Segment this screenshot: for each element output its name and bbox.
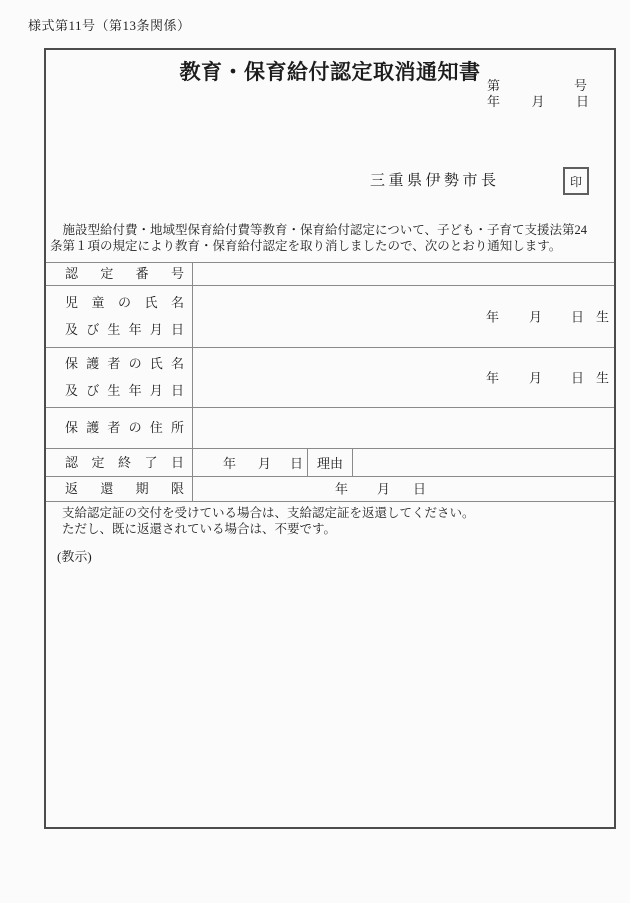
field-label: 児童の氏名 bbox=[65, 294, 184, 310]
return-deadline-label-cell bbox=[46, 477, 193, 501]
day-label: 日 bbox=[413, 481, 427, 497]
return-deadline-date-placeholder bbox=[335, 483, 426, 496]
field-label: 認定終了日 bbox=[65, 454, 184, 470]
row-child-name-birthdate bbox=[46, 286, 614, 348]
month-label: 月 bbox=[531, 94, 545, 109]
month-label: 月 bbox=[377, 481, 391, 497]
month-label: 月 bbox=[528, 309, 542, 324]
year-label: 年 bbox=[485, 370, 499, 385]
document-number-placeholder bbox=[487, 78, 587, 93]
field-label: 保護者の住所 bbox=[65, 420, 184, 435]
certification-end-date-label-cell bbox=[46, 449, 193, 476]
field-label: 保護者の氏名 bbox=[65, 356, 184, 372]
instruction-line: 支給認定証の交付を受けている場合は、支給認定証を返還してください。 bbox=[62, 506, 475, 520]
year-label: 年 bbox=[485, 309, 499, 324]
year-label: 年 bbox=[335, 481, 349, 497]
reason-label-cell bbox=[308, 449, 353, 476]
month-label: 月 bbox=[258, 456, 272, 471]
row-certification-number bbox=[46, 263, 614, 286]
certification-number-value bbox=[193, 263, 614, 285]
number-prefix: 第 bbox=[487, 78, 501, 93]
birth-suffix-label: 生 bbox=[595, 309, 609, 324]
guardian-birthdate-placeholder bbox=[486, 371, 609, 384]
form-border-box bbox=[44, 48, 616, 829]
child-name-label-cell bbox=[46, 286, 193, 347]
field-label: 理由 bbox=[316, 456, 343, 471]
form-number-label: 様式第11号（第13条関係） bbox=[28, 18, 191, 33]
instruction-line: ただし、既に返還されている場合は、不要です。 bbox=[62, 522, 337, 536]
row-guardian-name-birthdate bbox=[46, 348, 614, 408]
return-deadline-value bbox=[193, 477, 614, 501]
day-label: 日 bbox=[570, 309, 584, 324]
day-label: 日 bbox=[575, 94, 589, 109]
guardian-address-value bbox=[193, 408, 614, 448]
guardian-name-birthdate-value bbox=[193, 348, 614, 407]
form-table bbox=[46, 262, 614, 502]
kyoji-label: (教示) bbox=[57, 549, 92, 564]
row-guardian-address bbox=[46, 408, 614, 449]
month-label: 月 bbox=[528, 370, 542, 385]
year-label: 年 bbox=[223, 456, 237, 471]
field-label: 返還期限 bbox=[65, 481, 184, 496]
child-name-birthdate-value bbox=[193, 286, 614, 347]
child-birthdate-placeholder bbox=[486, 310, 609, 323]
year-label: 年 bbox=[487, 94, 501, 109]
certification-number-label-cell bbox=[46, 263, 193, 285]
field-label: 認定番号 bbox=[65, 266, 184, 281]
day-label: 日 bbox=[570, 370, 584, 385]
field-label: 及び生年月日 bbox=[65, 322, 184, 338]
issuer-name: 三重県伊勢市長 bbox=[370, 173, 500, 189]
row-certification-end-date bbox=[46, 449, 614, 477]
birth-suffix-label: 生 bbox=[595, 370, 609, 385]
guardian-address-label-cell bbox=[46, 408, 193, 448]
issue-date-placeholder bbox=[487, 94, 589, 109]
certification-end-date-placeholder bbox=[193, 449, 308, 476]
day-label: 日 bbox=[290, 456, 304, 471]
row-return-deadline bbox=[46, 477, 614, 502]
seal-mark: 印 bbox=[569, 174, 582, 189]
return-instructions bbox=[62, 505, 602, 537]
field-label: 及び生年月日 bbox=[65, 382, 184, 398]
number-suffix: 号 bbox=[573, 78, 587, 93]
body-paragraph: 施設型給付費・地域型保育給付費等教育・保育給付認定について、子ども・子育て支援法第24条第１項の規定により教育・保育給付認定を取り消しましたので、次のとおり通知します。 bbox=[50, 223, 588, 253]
document-title: 教育・保育給付認定取消通知書 bbox=[179, 61, 481, 84]
seal-box bbox=[563, 167, 589, 195]
reason-value bbox=[353, 449, 614, 476]
guardian-name-label-cell bbox=[46, 348, 193, 407]
